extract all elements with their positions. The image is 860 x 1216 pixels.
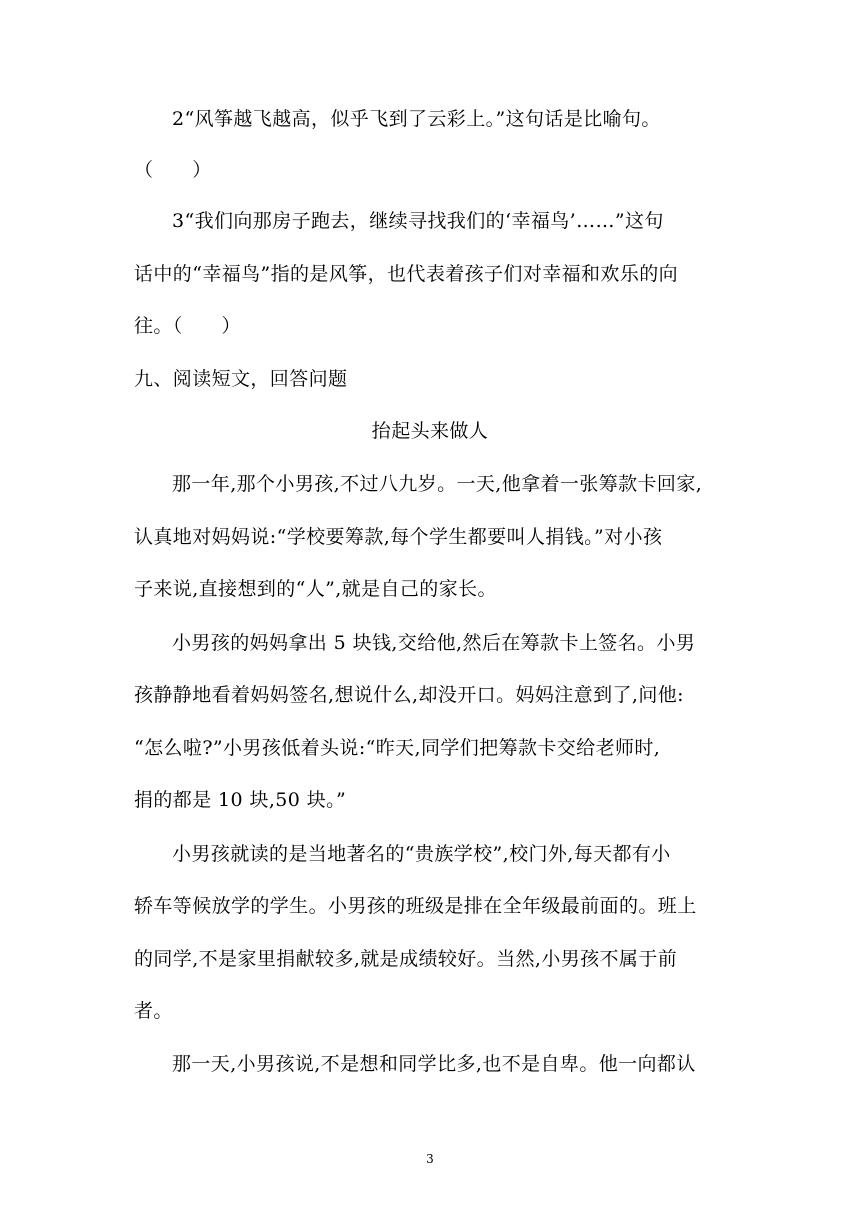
question-2-line-1: 2“风筝越飞越高，似乎飞到了云彩上。”这句话是比喻句。 (172, 108, 661, 130)
paragraph-1-line-2: 认真地对妈妈说:“学校要筹款,每个学生都要叫人捐钱。”对小孩 (134, 526, 663, 548)
paragraph-2-line-3: “怎么啦?”小男孩低着头说:“昨天,同学们把筹款卡交给老师时, (134, 737, 661, 759)
question-2-answer-brackets: （ ） (134, 159, 212, 181)
question-3-line-3: 往。（ ） (134, 315, 241, 337)
paragraph-4-line-1: 那一天,小男孩说,不是想和同学比多,也不是自卑。他一向都认 (172, 1053, 696, 1075)
paragraph-3-line-3: 的同学,不是家里捐献较多,就是成绩较好。当然,小男孩不属于前 (134, 948, 678, 970)
paragraph-2-line-2: 孩静静地看着妈妈签名,想说什么,却没开口。妈妈注意到了,问他: (134, 684, 684, 706)
paragraph-1-line-3: 子来说,直接想到的“人”,就是自己的家长。 (134, 578, 497, 600)
paragraph-3-line-1: 小男孩就读的是当地著名的“贵族学校”,校门外,每天都有小 (172, 843, 671, 865)
question-3-line-1: 3“我们向那房子跑去，继续寻找我们的‘幸福鸟’……”这句 (172, 210, 664, 232)
paragraph-3-line-4: 者。 (134, 1000, 173, 1022)
paragraph-2-line-1: 小男孩的妈妈拿出 5 块钱,交给他,然后在筹款卡上签名。小男 (172, 632, 696, 654)
paragraph-2-line-4: 捐的都是 10 块,50 块。” (134, 789, 347, 811)
paragraph-3-line-2: 轿车等候放学的学生。小男孩的班级是排在全年级最前面的。班上 (134, 895, 697, 917)
section-heading: 九、阅读短文，回答问题 (134, 368, 348, 390)
paragraph-1-line-1: 那一年,那个小男孩,不过八九岁。一天,他拿着一张筹款卡回家, (172, 473, 703, 495)
passage-title: 抬起头来做人 (371, 420, 489, 442)
page-number: 3 (426, 1152, 434, 1166)
question-3-line-2: 话中的“幸福鸟”指的是风筝，也代表着孩子们对幸福和欢乐的向 (134, 263, 679, 285)
